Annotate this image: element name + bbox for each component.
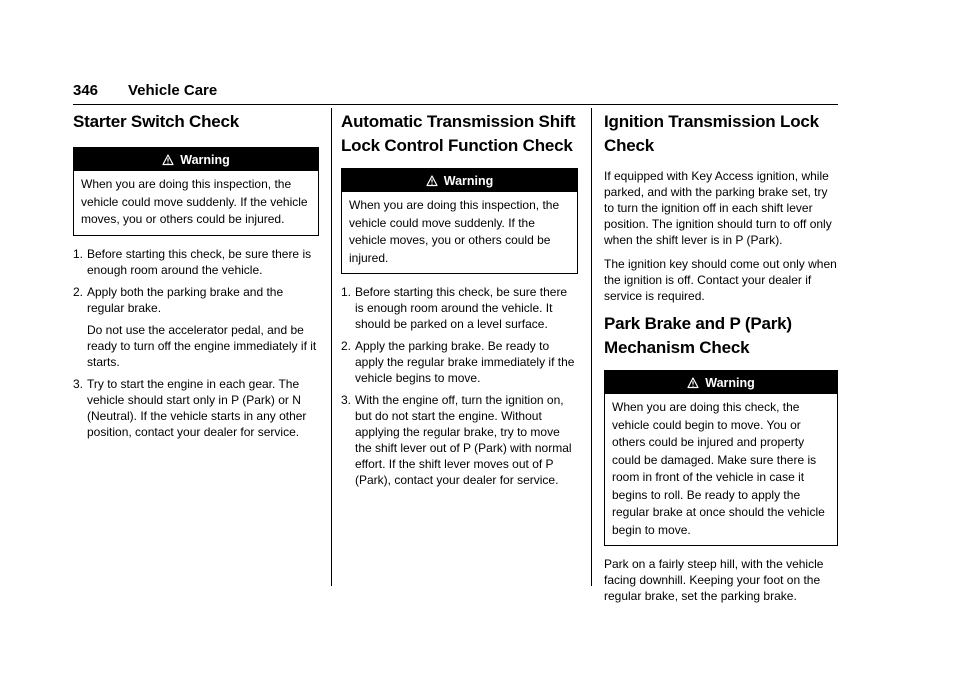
- list-item: [341, 392, 578, 488]
- heading-shift-lock-check: Automatic Transmission Shift Lock Control Function Check: [341, 112, 576, 155]
- warning-icon: [162, 154, 174, 166]
- warning-header: [342, 169, 577, 192]
- list-item: [341, 338, 578, 386]
- list-item: [73, 376, 319, 440]
- list-item: [341, 284, 578, 332]
- step-number: 3.: [341, 393, 352, 407]
- warning-label: Warning: [705, 375, 755, 390]
- step-number: 1.: [341, 285, 352, 299]
- step-text: Before starting this check, be sure there is enough room around the vehicle.: [87, 246, 312, 277]
- step-text: Apply both the parking brake and the regular brake.: [87, 284, 284, 315]
- list-item: [73, 246, 319, 278]
- step-number: 3.: [73, 376, 84, 391]
- warning-header: [605, 371, 837, 394]
- steps-list: [341, 284, 578, 488]
- page-number: 346: [73, 82, 99, 99]
- list-item: [73, 284, 319, 370]
- step-text: Try to start the engine in each gear. The vehicle should start only in P (Park) or N (Neutral). If the vehicle starts in any other position, contact your dealer for service.: [87, 376, 307, 439]
- heading-ignition-lock-check: Ignition Transmission Lock Check: [604, 112, 819, 155]
- header-divider: [73, 104, 838, 105]
- column-2: [341, 108, 578, 494]
- steps-list: [73, 246, 319, 440]
- warning-text: When you are doing this check, the vehicle could begin to move. You or others could be injured and property could be damaged. Make sure there is room in front of the vehicle in case it begins to roll. Be ready to apply the regular brake at once should the vehicle begin to move.: [612, 400, 825, 537]
- column-divider: [331, 108, 332, 586]
- warning-label: Warning: [180, 152, 230, 167]
- column-divider: [591, 108, 592, 586]
- warning-header: [74, 148, 318, 171]
- warning-label: Warning: [443, 173, 494, 188]
- warning-text: When you are doing this inspection, the vehicle could move suddenly. If the vehicle moves, you or others could be injured.: [349, 198, 560, 265]
- column-1: [73, 108, 319, 446]
- warning-icon: [687, 377, 699, 389]
- warning-box: [604, 370, 838, 546]
- warning-box: [73, 147, 319, 236]
- heading-starter-switch-check: Starter Switch Check: [73, 112, 240, 131]
- paragraph: Park on a fairly steep hill, with the vehicle facing downhill. Keeping your foot on the regular brake, set the parking brake.: [604, 557, 824, 603]
- step-number: 2.: [341, 339, 352, 353]
- step-number: 2.: [73, 284, 84, 299]
- column-3: [604, 108, 838, 612]
- step-text: Apply the parking brake. Be ready to apply the regular brake immediately if the vehicle begins to move.: [355, 339, 575, 385]
- paragraph: The ignition key should come out only when the ignition is off. Contact your dealer if service is required.: [604, 257, 837, 303]
- heading-park-brake-check: Park Brake and P (Park) Mechanism Check: [604, 314, 792, 357]
- step-note: Do not use the accelerator pedal, and be ready to turn off the engine immediately if it starts.: [87, 322, 317, 369]
- step-number: 1.: [73, 246, 84, 261]
- warning-icon: [426, 175, 438, 187]
- paragraph: If equipped with Key Access ignition, while parked, and with the parking brake set, try to turn the ignition off in each shift lever position. The ignition should turn to off only when the shift lever is in P (Park).: [604, 169, 832, 247]
- warning-text: When you are doing this inspection, the vehicle could move suddenly. If the vehicle moves, you or others could be injured.: [81, 177, 308, 226]
- page-header: [73, 82, 838, 104]
- step-text: Before starting this check, be sure there is enough room around the vehicle. It should be parked on a level surface.: [355, 285, 568, 331]
- step-text: With the engine off, turn the ignition on, but do not start the engine. Without applying the regular brake, try to move the shift lever out of P (Park) with normal effort. If the shift lever moves out of P (Park), contact your dealer for service.: [355, 393, 572, 487]
- warning-box: [341, 168, 578, 274]
- section-title: Vehicle Care: [128, 82, 218, 99]
